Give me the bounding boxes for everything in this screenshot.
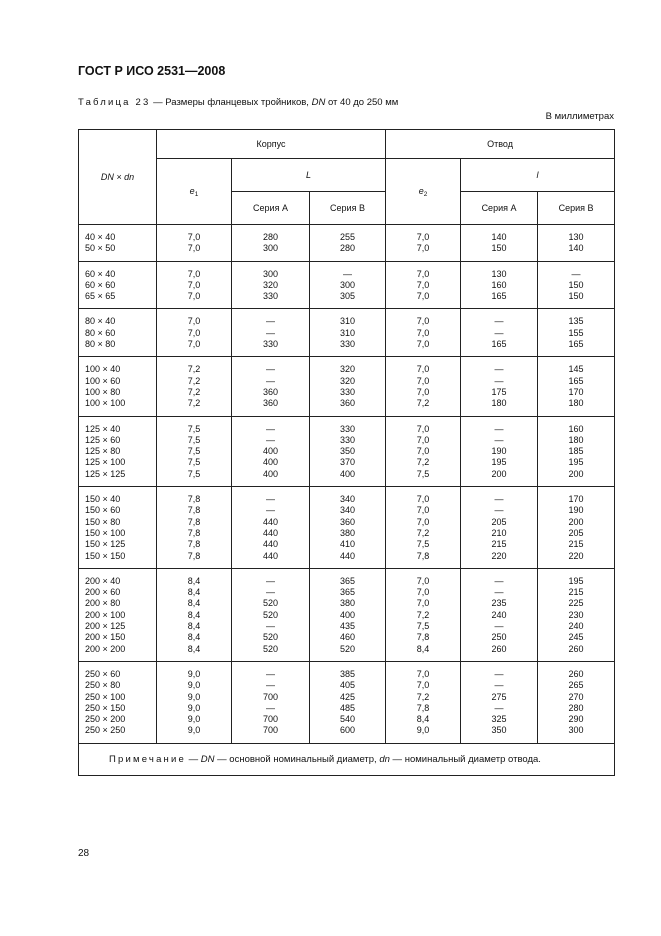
table-caption [78, 97, 398, 108]
cell-l-series-b: 130 140 [538, 225, 615, 262]
cell-L-series-a: — — 400 400 400 [232, 416, 310, 486]
cell-l-series-a: — — 175 180 [461, 357, 538, 416]
cell-L-series-a: — — 520 520 — 520 520 [232, 568, 310, 661]
table-caption-dn: DN [311, 97, 326, 108]
cell-e2: 7,0 7,0 7,2 7,8 8,4 9,0 [386, 661, 461, 743]
cell-L-series-a: — — 360 360 [232, 357, 310, 416]
cell-L-series-b: — 300 305 [310, 261, 386, 309]
header-L-symbol: L [306, 170, 312, 180]
cell-e2: 7,0 7,0 7,0 7,2 7,5 7,8 [386, 487, 461, 569]
cell-dn: 200 × 40 200 × 60 200 × 80 200 × 100 200 × 125 200 × 150 200 × 200 [79, 568, 157, 661]
table-row-group [79, 261, 615, 309]
cell-l-series-b: — 150 150 [538, 261, 615, 309]
header-L [232, 159, 386, 192]
cell-e2: 7,0 7,0 7,0 [386, 309, 461, 357]
cell-e1: 8,4 8,4 8,4 8,4 8,4 8,4 8,4 [157, 568, 232, 661]
cell-L-series-b: 330 330 350 370 400 [310, 416, 386, 486]
header-e2 [386, 159, 461, 225]
header-branch: Отвод [386, 130, 615, 159]
cell-e2: 7,0 7,0 7,0 [386, 261, 461, 309]
table-caption-label: Таблица 23 [78, 97, 151, 108]
header-e1-symbol: e [189, 185, 195, 196]
cell-e1: 7,0 7,0 [157, 225, 232, 262]
header-l-symbol: l [536, 170, 539, 180]
note-label: Примечание [109, 753, 186, 765]
header-l [461, 159, 615, 192]
cell-l-series-a: — — 205 210 215 220 [461, 487, 538, 569]
cell-dn: 250 × 60 250 × 80 250 × 100 250 × 150 250 × 200 250 × 250 [79, 661, 157, 743]
table-header [79, 130, 615, 225]
header-branch-series-a: Серия А [461, 192, 538, 225]
table-row-group [79, 416, 615, 486]
cell-L-series-a: 300 320 330 [232, 261, 310, 309]
cell-l-series-b: 195 215 225 230 240 245 260 [538, 568, 615, 661]
cell-e1: 7,8 7,8 7,8 7,8 7,8 7,8 [157, 487, 232, 569]
cell-e1: 7,0 7,0 7,0 [157, 261, 232, 309]
cell-L-series-b: 255 280 [310, 225, 386, 262]
note-text-main: — основной номинальный диаметр, [214, 753, 380, 765]
note-text-branch: — номинальный диаметр отвода. [389, 753, 541, 765]
header-e2-subscript: 2 [423, 190, 428, 198]
note-dash: — [186, 753, 201, 765]
table-caption-text: Размеры фланцевых тройников, [165, 97, 312, 108]
cell-L-series-a: — — 330 [232, 309, 310, 357]
cell-dn: 150 × 40 150 × 60 150 × 80 150 × 100 150 × 125 150 × 150 [79, 487, 157, 569]
cell-L-series-a: — — 700 — 700 700 [232, 661, 310, 743]
cell-l-series-b: 260 265 270 280 290 300 [538, 661, 615, 743]
cell-dn: 125 × 40 125 × 60 125 × 80 125 × 100 125 × 125 [79, 416, 157, 486]
cell-l-series-b: 135 155 165 [538, 309, 615, 357]
cell-dn: 60 × 40 60 × 60 65 × 65 [79, 261, 157, 309]
cell-e1: 7,0 7,0 7,0 [157, 309, 232, 357]
table-footer [79, 743, 615, 775]
cell-e1: 7,5 7,5 7,5 7,5 7,5 [157, 416, 232, 486]
cell-L-series-a: 280 300 [232, 225, 310, 262]
document-title: ГОСТ Р ИСО 2531—2008 [78, 64, 226, 78]
cell-L-series-a: — — 440 440 440 440 [232, 487, 310, 569]
cell-l-series-b: 170 190 200 205 215 220 [538, 487, 615, 569]
cell-L-series-b: 320 320 330 360 [310, 357, 386, 416]
cell-l-series-a: — — 235 240 — 250 260 [461, 568, 538, 661]
note-dn-small: dn [379, 753, 390, 765]
header-branch-series-b: Серия В [538, 192, 615, 225]
cell-L-series-b: 340 340 360 380 410 440 [310, 487, 386, 569]
table-row-group [79, 309, 615, 357]
header-e2-symbol: e [418, 185, 424, 196]
table-caption-range: от 40 до 250 мм [325, 97, 399, 108]
header-body-series-b: Серия В [310, 192, 386, 225]
cell-e2: 7,0 7,0 7,0 7,2 7,5 7,8 8,4 [386, 568, 461, 661]
cell-L-series-b: 385 405 425 485 540 600 [310, 661, 386, 743]
cell-l-series-b: 145 165 170 180 [538, 357, 615, 416]
table-row-group [79, 568, 615, 661]
cell-l-series-b: 160 180 185 195 200 [538, 416, 615, 486]
cell-l-series-a: — — 165 [461, 309, 538, 357]
dimensions-table [78, 129, 615, 776]
header-body-series-a: Серия А [232, 192, 310, 225]
table-row-group [79, 357, 615, 416]
dimensions-table-wrapper [78, 129, 614, 776]
table-row-group [79, 487, 615, 569]
cell-l-series-a: 140 150 [461, 225, 538, 262]
table-caption-dash: — [150, 97, 166, 108]
cell-e2: 7,0 7,0 [386, 225, 461, 262]
cell-l-series-a: — — 190 195 200 [461, 416, 538, 486]
cell-dn: 80 × 40 80 × 60 80 × 80 [79, 309, 157, 357]
cell-L-series-b: 365 365 380 400 435 460 520 [310, 568, 386, 661]
cell-dn: 40 × 40 50 × 50 [79, 225, 157, 262]
cell-e1: 9,0 9,0 9,0 9,0 9,0 9,0 [157, 661, 232, 743]
header-body: Корпус [157, 130, 386, 159]
units-note: В миллиметрах [545, 111, 614, 122]
cell-e1: 7,2 7,2 7,2 7,2 [157, 357, 232, 416]
table-row-group [79, 661, 615, 743]
page-number: 28 [78, 848, 90, 859]
cell-dn: 100 × 40 100 × 60 100 × 80 100 × 100 [79, 357, 157, 416]
cell-l-series-a: — — 275 — 325 350 [461, 661, 538, 743]
cell-e2: 7,0 7,0 7,0 7,2 [386, 357, 461, 416]
cell-l-series-a: 130 160 165 [461, 261, 538, 309]
cell-L-series-b: 310 310 330 [310, 309, 386, 357]
header-e1 [157, 159, 232, 225]
cell-e2: 7,0 7,0 7,0 7,2 7,5 [386, 416, 461, 486]
note-dn: DN [200, 753, 215, 765]
header-dn: DN × dn [79, 130, 157, 225]
table-row-group [79, 225, 615, 262]
table-note [79, 743, 615, 775]
header-e1-subscript: 1 [194, 190, 199, 198]
